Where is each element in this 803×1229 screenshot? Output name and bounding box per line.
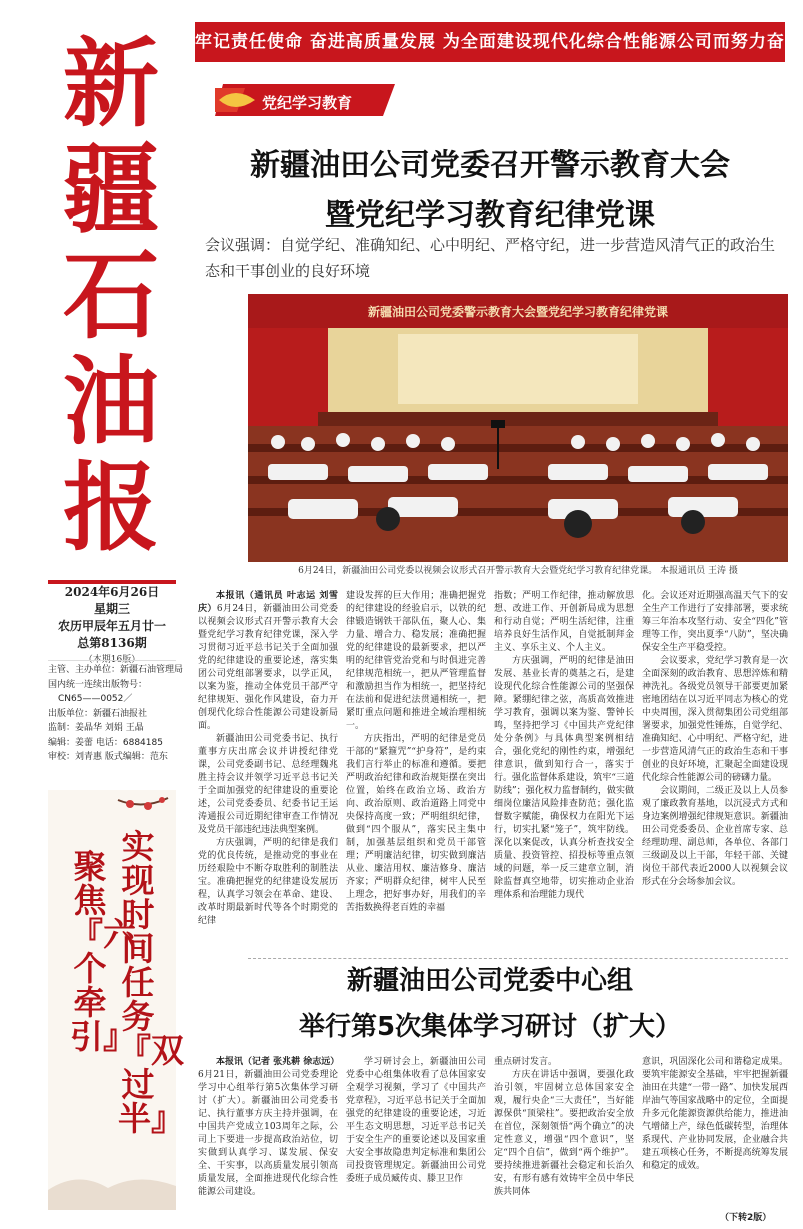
article2-column-2 bbox=[346, 1056, 486, 1206]
article1-paragraph: 方庆强调，严明的纪律是油田发展、基业长青的奠基之石，是建设现代化综合性能源公司的坚强保障。紧绷纪律之弦，高质高效推进学习教育，强调以案为鉴、警钟长鸣，坚持把学习《中国共产党纪律处分条例》与具体典型案例相结合，强化党纪的刚性约束，增强纪律意识，做到知行合一，落实于行。强化监督体系建设，筑牢“三道防线”；强化权力监督制约，做实做细岗位廉洁风险排查防范；强化监督数字赋能，确保权力在阳光下运行，切实扎紧“笼子”，筑牢防线。深化以案促改，认真分析查找安全质量、投资管控、招投标等重点领域的问题，举一反三建章立制，消除监督真空地带，切实推动企业治理体系和治理能力现代 bbox=[494, 656, 634, 900]
photo-stage-banner: 新疆油田公司党委警示教育大会暨党纪学习教育纪律党课 bbox=[367, 305, 669, 319]
issue-lunar-date: 农历甲辰年五月廿一 bbox=[57, 619, 166, 633]
issue-date: 2024年6月26日 bbox=[64, 585, 160, 599]
masthead-char-3: 石 bbox=[63, 239, 159, 352]
article1-paragraph: 方庆指出，严明的纪律是党员干部的“紧箍咒”“护身符”，是约束我们言行举止的标准和遵循。要把严明政治纪律和政治规矩摆在突出位置，始终在政治立场、政治方向、政治原则、政治道路上同党中央保持高度一致；严明组织纪律，做到“四个服从”，落实民主集中制，加强基层组织和党员干部管理；严明廉洁纪律，切实做到廉洁从业、廉洁用权、廉洁修身、廉洁齐家；严明群众纪律，树牢人民至上理念，把好事办好，用我们的辛苦指数换得老百姓的幸福 bbox=[346, 734, 486, 913]
article2-title-line1[interactable]: 新疆油田公司党委中心组 bbox=[346, 966, 633, 996]
promo-feature-box[interactable] bbox=[48, 790, 184, 1210]
continued-notice[interactable]: （下转2版） bbox=[720, 1213, 772, 1223]
article1-paragraph: 建设发挥的巨大作用；准确把握党的纪律建设的经验启示，以铁的纪律锻造钢铁干部队伍，聚人心、集力量、增合力、稳发展；准确把握党的纪律建设的最新要求，把以严明的纪律管党治党和与时俱进完善纪律规范相统一，把从严管理监督和激励担当作为相统一，把坚持纪在法前和促进纪法贯通相统一，把紧盯重点问题和推进全域治理相统一。 bbox=[346, 591, 486, 731]
newspaper-masthead bbox=[55, 25, 175, 564]
article1-byline: 本报讯（通讯员 叶志运 刘雪庆） bbox=[198, 591, 338, 614]
top-slogan-banner: 牢记责任使命 奋进高质量发展 为全面建设现代化综合性能源公司而努力奋斗 bbox=[195, 22, 785, 62]
article2-byline: 本报讯（记者 张兆耕 徐志远） bbox=[216, 1057, 340, 1067]
masthead-char-1: 新 bbox=[63, 27, 159, 140]
landscape-decoration bbox=[48, 1150, 176, 1210]
article1-paragraph: 指数；严明工作纪律，推动解放思想、改进工作、开创新局成为思想和行动自觉；严明生活纪律，注重培养良好生活作风，自觉抵制拜金主义、享乐主义、个人主义。 bbox=[494, 591, 634, 653]
masthead-char-2: 疆 bbox=[63, 133, 159, 246]
article1-column-2 bbox=[346, 590, 486, 945]
article1-paragraph: 方庆强调，严明的纪律是我们党的优良传统，是推动党的事业在历经艰险中不断夺取胜利的制胜法宝。准确把握党的纪律建设发展历程，认真学习领会在革命、建设、改革时期最新时代等各个时期党的纪律 bbox=[198, 838, 338, 926]
article1-column-1 bbox=[198, 590, 338, 945]
article2-paragraph: 方庆在讲话中强调，要强化政治引领，牢固树立总体国家安全观，履行央企“三大责任”，当好能源保供“顶梁柱”。要把政治安全放在首位，深刻领悟“两个确立”的决定性意义，增强“四个意识”，坚定“四个自信”，做到“两个维护”。要持续推进新疆社会稳定和长治久安，有形有感有效铸牢全员中华民族共同体 bbox=[494, 1070, 634, 1197]
info-line: CN65——0052／ bbox=[58, 694, 133, 704]
masthead-char-4: 油 bbox=[63, 345, 159, 458]
promo-line1: 实现时间任务『双过半』 bbox=[118, 827, 184, 1138]
issue-weekday: 星期三 bbox=[93, 602, 130, 616]
article2-column-3 bbox=[494, 1056, 634, 1206]
article1-subtitle: 会议强调：自觉学纪、准确知纪、心中明纪、严格守纪，进一步营造风清气正的政治生态和干事创业的良好环境 bbox=[205, 236, 776, 280]
article1-paragraph: 6月24日，新疆油田公司党委以视频会议形式召开警示教育大会暨党纪学习教育纪律党课，深入学习贯彻习近平总书记关于全面加强党的纪律建设的重要论述，落实集团公司党组部署要求，以学正风，以案为鉴，推动全体党员干部严守纪律规矩、强化作风建设，奋力开创现代化综合性能源公司建设新局面。 bbox=[198, 604, 338, 731]
article2-paragraph: 学习研讨会上，新疆油田公司党委中心组集体收看了总体国家安全观学习视频，学习了《中国共产党章程》，习近平总书记关于全面加强党的纪律建设的重要论述，习近平生态文明思想，习近平总书记关于安全生产的重要论述以及国家重大安全事故隐患判定标准和集团公司投资管理规定。新疆油田公司党委班子成员臧传贞、滕卫卫作 bbox=[346, 1057, 486, 1184]
article1-column-4 bbox=[642, 590, 788, 945]
info-line: 主管、主办单位：新疆石油管理局 bbox=[48, 665, 184, 675]
info-line: 编辑：姜蕾 电话：6884185 bbox=[48, 737, 163, 748]
article1-paragraph: 会议要求，党纪学习教育是一次全面深刻的政治教育、思想淬炼和精神洗礼。各级党员领导干部要更加紧密地团结在以习近平同志为核心的党中央周围，深入贯彻集团公司党组部署要求，加强党性锤炼，自觉学纪、准确知纪、心中明纪、严格守纪，进一步营造风清气正的政治生态和干事创业的良好环境，汇聚起全面建设现代化综合性能源公司的磅礴力量。 bbox=[642, 656, 788, 783]
article1-title-line2[interactable]: 暨党纪学习教育纪律党课 bbox=[325, 198, 655, 233]
article1-paragraph: 化。会议还对近期强高温天气下的安全生产工作进行了安排部署，要求统筹三年治本攻坚行动、安全“四化”管理等工作，突出夏季“八防”，坚决确保安全生产平稳受控。 bbox=[642, 591, 788, 653]
article2-paragraph: 意识，巩固深化公司和谐稳定成果。要筑牢能源安全基础，牢牢把握新疆油田在共建“一带一路”、加快发展西岸油气等国家战略中的定位，全面提升多元化能源资源供给能力，推进油气增储上产，绿色低碳转型，治理体系现代、产业协同发展，企业融合共建五项核心任务，不断提高统筹发展和稳定的成效。 bbox=[642, 1057, 788, 1171]
article2-paragraph: 重点研讨发言。 bbox=[494, 1057, 558, 1067]
info-line: 国内统一连续出版物号： bbox=[48, 679, 148, 690]
info-line: 监制：姜晶华 刘娟 王晶 bbox=[48, 723, 144, 733]
photo-caption: 6月24日，新疆油田公司党委以视频会议形式召开警示教育大会暨党纪学习教育纪律党课。 本报通讯员 王涛 摄 bbox=[298, 566, 738, 576]
article2-column-1 bbox=[198, 1056, 338, 1206]
info-line: 审校：刘青惠 版式编辑：范东 bbox=[48, 752, 168, 762]
publication-info bbox=[48, 660, 184, 765]
article2-title-line2[interactable]: 举行第5次集体学习研讨（扩大） bbox=[298, 1012, 682, 1042]
issue-number: 总第8136期 bbox=[77, 636, 147, 650]
promo-line2: 聚焦『六个牵引』 bbox=[70, 847, 136, 1056]
info-line: 出版单位：新疆石油报社 bbox=[48, 708, 148, 719]
article2-paragraph: 6月21日，新疆油田公司党委理论学习中心组举行第5次集体学习研讨（扩大）。新疆油田公司党委书记、执行董事方庆主持并强调，在中国共产党成立103周年之际，公司上下要进一步提高政治站位，切实做到认真学习、谋发展、保安全、干实事，以高质量发展引领高质量发展，全面推进现代化综合性能源公司建设。 bbox=[198, 1070, 338, 1197]
article1-paragraph: 新疆油田公司党委书记、执行董事方庆出席会议并讲授纪律党课，公司党委副书记、总经理魏兆胜主持会议并领学习近平总书记关于全面加强党的纪律建设的重要论述，公司党委委员、纪委书记王运涛通报公司近期纪律审查工作情况及党员干部违纪违法典型案例。 bbox=[198, 734, 338, 835]
article1-column-3 bbox=[494, 590, 634, 945]
article1-paragraph: 会议期间，二级正及以上人员参观了廉政教育基地，以沉浸式方式和身边案例增强纪律规矩意识。新疆油田公司党委委员、企业首席专家、总经理助理、副总师，各单位、各部门三级副及以上干部，年轻干部、关键岗位干部代表近2000人以视频会议形式在分会场参加会议。 bbox=[642, 786, 788, 887]
masthead-char-5: 报 bbox=[63, 451, 159, 564]
section-tag-label: 党纪学习教育 bbox=[262, 94, 353, 112]
meeting-photo[interactable] bbox=[248, 294, 788, 562]
issue-edition: （本期16版） bbox=[83, 655, 141, 665]
article2-column-4 bbox=[642, 1056, 788, 1206]
article1-title-line1[interactable]: 新疆油田公司党委召开警示教育大会 bbox=[250, 148, 730, 183]
masthead-logo bbox=[55, 25, 175, 564]
article-divider bbox=[248, 958, 788, 959]
